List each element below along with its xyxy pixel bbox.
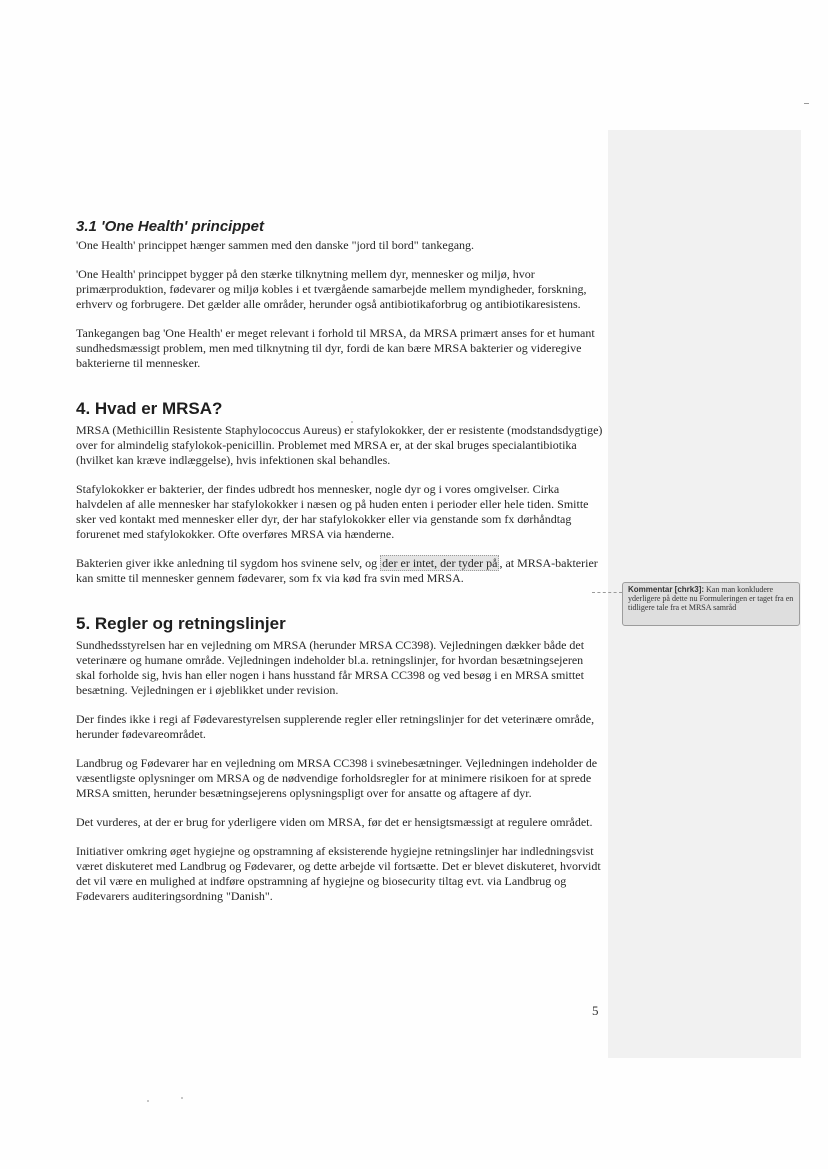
scan-speck: [181, 1097, 183, 1099]
paragraph: Sundhedsstyrelsen har en vejledning om MRSA (herunder MRSA CC398). Vejledningen dækker både det veterinære og humane område. Vejledningen indeholder bl.a. retningslinjer, for hvordan besætningsejeren skal forholde sig, hvis han eller nogen i hans husstand får MRSA CC398 og ved besøg i en MRSA smittet besætning. Vejledningen er i øjeblikket under revision.: [76, 638, 585, 697]
paragraph: Det vurderes, at der er brug for yderligere viden om MRSA, før det er hensigtsmæssigt at regulere området.: [76, 815, 593, 829]
paragraph: 'One Health' princippet hænger sammen med den danske "jord til bord" tankegang.: [76, 238, 475, 252]
section-heading-4: 4. Hvad er MRSA?: [76, 399, 223, 418]
comment-connector-line: [592, 592, 622, 594]
section-heading-3-1: 3.1 'One Health' princippet: [76, 218, 265, 235]
paragraph: Tankegangen bag 'One Health' er meget relevant i forhold til MRSA, da MRSA primært anses for et humant sundhedsmæssigt problem, men med tilknytning til dyr, fordi de kan bære MRSA bakterier og videregive bakterierne til mennesker.: [76, 326, 595, 370]
commented-text-highlight[interactable]: der er intet, der tyder på: [382, 556, 498, 570]
section-heading-5: 5. Regler og retningslinjer: [76, 614, 286, 633]
scan-speck: [147, 1100, 149, 1102]
text-after-highlight: , at MRSA-bakterier kan smitte til mennesker gennem fødevarer, som fx via kød fra svin med MRSA.: [76, 556, 598, 585]
paragraph-with-comment: [76, 556, 604, 586]
paragraph: Landbrug og Fødevarer har en vejledning om MRSA CC398 i svinebesætninger. Vejledningen indeholder de væsentligste oplysninger om MRSA og de nødvendige forholdsregler for at minimere risikoen for at sprede MRSA smitten, herunder besætningsejerens oplysningspligt over for ansatte og aftagere af dyr.: [76, 756, 598, 800]
scan-mark: [804, 103, 809, 104]
text-before-highlight: Bakterien giver ikke anledning til sygdom hos svinene selv, og: [76, 556, 381, 570]
document-body: [76, 218, 604, 918]
comment-label: Kommentar [chrk3]:: [628, 585, 705, 594]
comment-balloon[interactable]: [622, 582, 800, 626]
paragraph: MRSA (Methicillin Resistente Staphylococcus Aureus) er stafylokokker, der er resistente (modstandsdygtige) over for almindelig stafylokok-penicillin. Problemet med MRSA er, at der skal bruges specialantibiotika (hvilket kan kræve indlæggelse), hvis infektionen skal behandles.: [76, 423, 603, 467]
page-number: 5: [592, 1003, 599, 1018]
paragraph: Initiativer omkring øget hygiejne og opstramning af eksisterende hygiejne retningslinjer har indledningsvist været diskuteret med Landbrug og Fødevarer, og dette arbejde vil fortsætte. Det er blevet diskuteret, hvorvidt det vil være en mulighed at indføre opstramning af hygiejne og biosecurity tiltag evt. via Landbrug og Fødevarers auditeringsordning "Danish".: [76, 844, 601, 903]
paragraph: Stafylokokker er bakterier, der findes udbredt hos mennesker, nogle dyr og i vores omgivelser. Cirka halvdelen af alle mennesker har stafylokokker i næsen og på huden enten i perioder eller hele tiden. Smitte sker ved kontakt med mennesker eller dyr, der har stafylokokker eller via genstande som fx dørhåndtag forurenet med stafylokokker. Ofte overføres MRSA via hænderne.: [76, 482, 589, 541]
paragraph: 'One Health' princippet bygger på den stærke tilknytning mellem dyr, mennesker og miljø, hvor primærproduktion, fødevarer og miljø kobles i et tværgående samarbejde mellem myndigheder, forskning, erhverv og forbrugere. Det gælder alle områder, herunder også antibiotikaforbrug og antibiotikaresistens.: [76, 267, 587, 311]
paragraph: Der findes ikke i regi af Fødevarestyrelsen supplerende regler eller retningslinjer for det veterinære område, herunder fødevareområdet.: [76, 712, 595, 741]
comment-text: Kan man konkludere yderligere på dette nu Formuleringen er taget fra en tidligere tale fra et MRSA samråd: [628, 585, 794, 612]
